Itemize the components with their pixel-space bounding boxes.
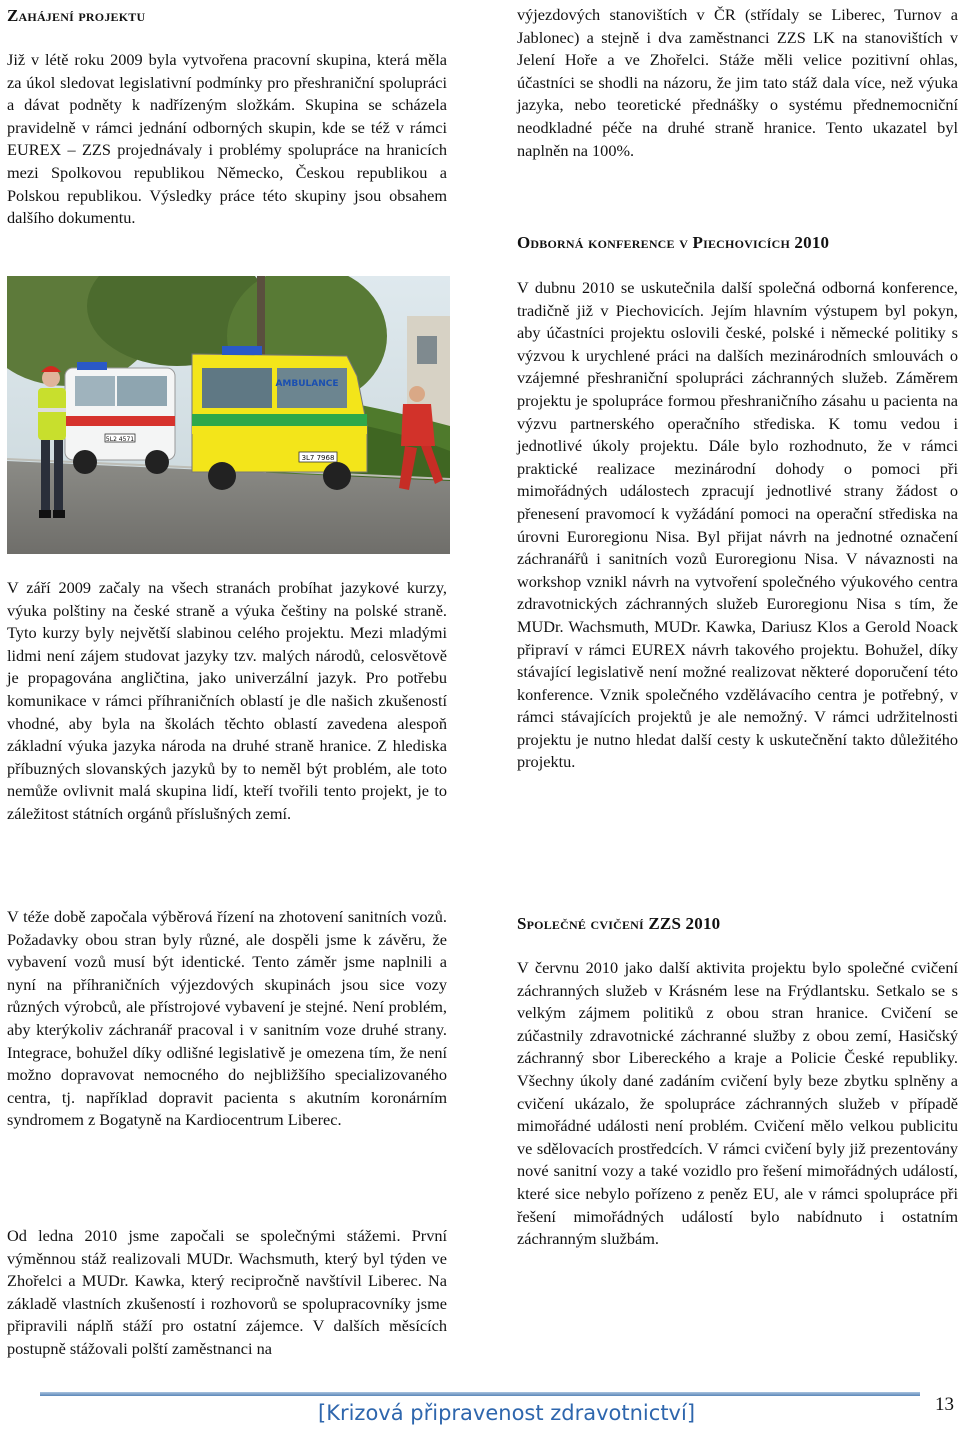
page-number: 13 [935,1394,954,1415]
front-plate-text: 3L7 7968 [301,454,335,462]
ambulance-photo [7,276,450,554]
paragraph-joint-exercise: V červnu 2010 jako další aktivita projektu bylo společné cvičení záchranných služeb v Krásném lese na Frýdlantsku. Setkalo se s velkým zájmem politiků z obou stran hranice. Cvičení se zúčastnily zdravotnické záchranné služby z obou zemí, Hasičský záchranný sbor Libereckého a kraje a Policie České republiky. Všechny úkoly dané zadáním cvičení byly beze zbytku splněny a cvičení ukázalo, že spolupráce záchranných služeb v případě mimořádné události není problém. Cvičení mělo velkou publicitu ve sdělovacích prostředcích. V rámci cvičení byly již prezentovány nové sanitní vozy a také vozidlo pro řešení mimořádných událostí, které sice nebylo pořízeno z peněz EU, ale v rámci spolupráce při řešení mimořádných událostí bylo nabídnuto i ostatním záchranným službám. [517,958,958,1249]
paragraph-internships-continued: výjezdových stanovištích v ČR (střídaly se Liberec, Turnov a Jablonec) a stejně i dva zaměstnanci ZZS LK na stanovištích v Jelení Hoře a ve Zhořelci. Stáže měli velice pozitivní ohlas, účastníci se shodli na názoru, že jim tato stáž dala více, než výuka jazyka, nebo teoretické přednášky o systému přednemocniční neodkladné péče na druhé straně hranice. Tento ukazatel byl naplněn na 100%. [517,5,958,160]
ambulance-scene-illustration [7,276,450,554]
heading-piechovice-conference: Odborná konference v Piechovicích 2010 [517,233,830,252]
ambulance-label-text: AMBULANCE [275,379,339,389]
paragraph-working-group: Již v létě roku 2009 byla vytvořena pracovní skupina, která měla za úkol sledovat legislativní podmínky pro přeshraniční spolupráci a dávat podněty k nadřízeným složkám. Skupina se scházela pravidelně v rámci jednání odborných skupin, kde se též v rámci EUREX – ZZS projednávaly i problémy spolupráce na hranicích mezi Spolkovou republikou Německo, Českou republikou a Polskou republikou. Výsledky práce této skupiny jsou obsahem dalšího dokumentu. [7,50,447,228]
paragraph-ambulance-tenders: V téže době započala výběrová řízení na zhotovení sanitních vozů. Požadavky obou stran byly různé, ale dospěli jsme k závěru, že vybavení vozů musí být identické. Tento záměr jsme naplnili a nyní na příhraničních výjezdových skupinách jsou sice vozy různých výrobců, ale přístrojové vybavení je stejné. Není problém, aby kterýkoliv záchranář pracoval i v sanitním voze druhé strany. Integrace, bohužel díky odlišné legislativě je omezena tím, že není možno dopravovat nemocného do nejbližšího specializovaného centra, tj. například dopravit pacienta s akutním koronárním syndromem z Bogatyně na Kardiocentrum Liberec. [7,907,447,1130]
paragraph-language-courses: V září 2009 začaly na všech stranách probíhat jazykové kurzy, výuka polštiny na české straně a výuka češtiny na polské straně. Tyto kurzy byly největší slabinou celého projektu. Mezi mladými lidmi není zájem studovat jazyky tzv. malých národů, celosvětově je propagována angličtina, jako univerzální jazyk. Pro potřebu komunikace v rámci příhraničních oblastí je dle našich zkušeností vhodné, aby byla na školách těchto oblastí zavedena alespoň základní výuka jazyka národa na druhé straně hranice. Z hlediska příbuzných slovanských jazyků by to neměl být problém, ale toto nemůže ovlivnit malá skupina lidí, kteří tvořili tento projekt, je to záležitost státních orgánů příslušných zemí. [7,578,447,823]
heading-project-start: Zahájení projektu [7,6,146,25]
heading-joint-exercise: Společné cvičení ZZS 2010 [517,914,721,933]
white-ambulance [65,362,175,474]
footer-divider [40,1392,920,1396]
footer-title: [Krizová připravenost zdravotnictví] [318,1401,696,1425]
paragraph-conference: V dubnu 2010 se uskutečnila další společná odborná konference, tradičně již v Piechovicích. Jejím hlavním výstupem byl pokyn, aby účastníci projektu oslovili české, polské i německé politiky s výzvou k urychlené práci na dalších mezinárodních smlouvách o vzájemné přeshraniční spolupráci záchranných služeb. Záměrem projektu je spolupráce formou přeshraničního zásahu u pacienta na výzvu partnerského operačního střediska. K tomu vedou i jednotlivé úkoly projektu. Dále bylo rozhodnuto, že v rámci praktické realizace mezinárodní dohody o pomoci při mimořádných událostech zpracují jednotlivé strany žádost o přenesení pravomocí k vyžádání pomoci na operační střediska na úrovni Euroregionu Nisa. Byl přijat návrh na jednotné označení záchranářů i sanitních vozů Euroregionu Nisa. V návaznosti na workshop vznikl návrh na vytvoření společného výukového centra zdravotnických záchranných služeb Euroregionu Nisa s tím, že MUDr. Wachsmuth, MUDr. Kawka, Dariusz Klos a Gerold Noack připraví v rámci EUREX návrh takového projektu. Bohužel, díky stávající legislativě není možné realizovat některé doporučení této konference. Vznik společného vzdělávacího centra je potřebný, v rámci stávajících projektů je ale nemožný. V rámci udržitelnosti projektu je nutno hledat další cesty k uskutečnění takto důležitého projektu. [517,278,958,772]
yellow-ambulance [192,346,367,490]
paragraph-internships: Od ledna 2010 jsme započali se společnými stážemi. První výměnnou stáž realizovali MUDr. Wachsmuth, který byl týden ve Zhořelci a MUDr. Kawka, který recipročně navštívil Liberec. Na základě vlastních zkušeností i rozhovorů se spolupracovníky jsme připravili náplň stáží pro ostatní zájemce. V dalších měsících postupně stážovali polští zaměstnanci na [7,1226,447,1358]
rear-plate-text: 5L2 4571 [105,436,135,443]
